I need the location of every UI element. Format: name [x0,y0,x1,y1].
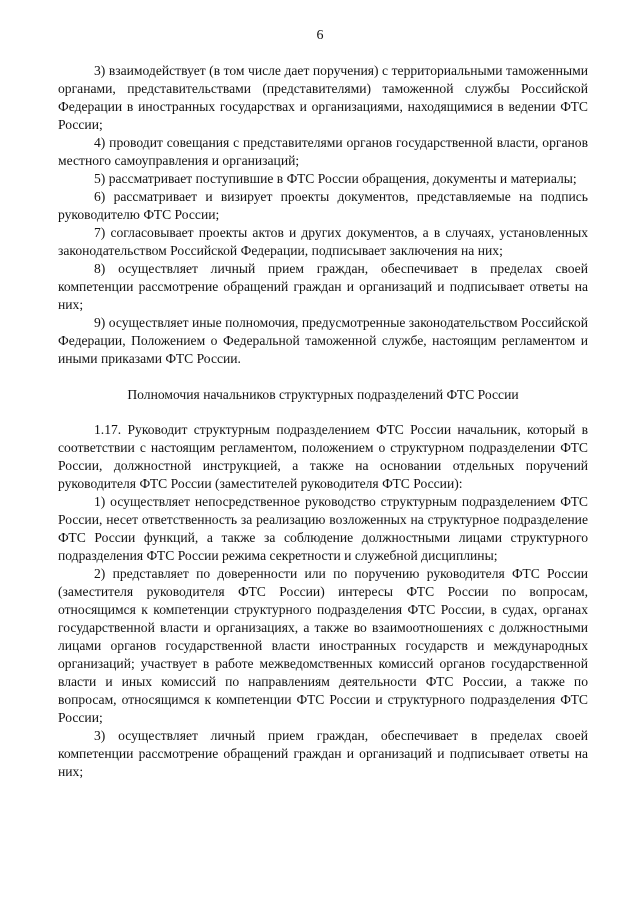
list-item-7: 7) согласовывает проекты актов и других документов, а в случаях, установленных законодательством Российской Федерации, подписывает заключения на них; [58,225,588,258]
document-body [58,62,588,781]
clause-1-17: 1.17. Руководит структурным подразделением ФТС России начальник, который в соответствии с настоящим регламентом, положением о структурном подразделении ФТС России, должностной инструкцией, а также на основании отдельных поручений руководителя ФТС России (заместителей руководителя ФТС России): [58,422,588,491]
list-item-3: 3) взаимодействует (в том числе дает поручения) с территориальными таможенными органами, представительствами (представителями) таможенной службы Российской Федерации в иностранных государствах и организациями, находящимися в ведении ФТС России; [58,63,588,132]
list-item-4: 4) проводит совещания с представителями органов государственной власти, органов местного самоуправления и организаций; [58,135,588,168]
subitem-2: 2) представляет по доверенности или по поручению руководителя ФТС России (заместителя руководителя ФТС России) интересы ФТС России по вопросам, относящимся к компетенции структурного подразделения ФТС России, в судах, органах государственной власти и организациях, а также во взаимоотношениях с должностными лицами органов государственной власти иностранных государств и международных организаций; участвует в работе межведомственных комиссий органов государственной власти и иных комиссий по направлениям деятельности ФТС России, а также по вопросам, относящимся к компетенции ФТС России и структурного подразделения ФТС России; [58,566,588,725]
list-item-5: 5) рассматривает поступившие в ФТС России обращения, документы и материалы; [94,171,577,186]
list-item-9: 9) осуществляет иные полномочия, предусмотренные законодательством Российской Федерации, Положением о Федеральной таможенной службе, настоящим регламентом и иными приказами ФТС России. [58,315,588,366]
subitem-1: 1) осуществляет непосредственное руководство структурным подразделением ФТС России, несет ответственность за реализацию возложенных на структурное подразделение ФТС России функций, а также за соблюдение должностными лицами структурного подразделения ФТС России режима секретности и служебной дисциплины; [58,494,588,563]
section-heading: Полномочия начальников структурных подразделений ФТС России [127,387,519,402]
list-item-6: 6) рассматривает и визирует проекты документов, представляемые на подпись руководителю ФТС России; [58,189,588,222]
subitem-3: 3) осуществляет личный прием граждан, обеспечивает в пределах своей компетенции рассмотрение обращений граждан и организаций и подписывает ответы на них; [58,728,588,779]
page-number: 6 [316,28,324,43]
list-item-8: 8) осуществляет личный прием граждан, обеспечивает в пределах своей компетенции рассмотрение обращений граждан и организаций и подписывает ответы на них; [58,261,588,312]
